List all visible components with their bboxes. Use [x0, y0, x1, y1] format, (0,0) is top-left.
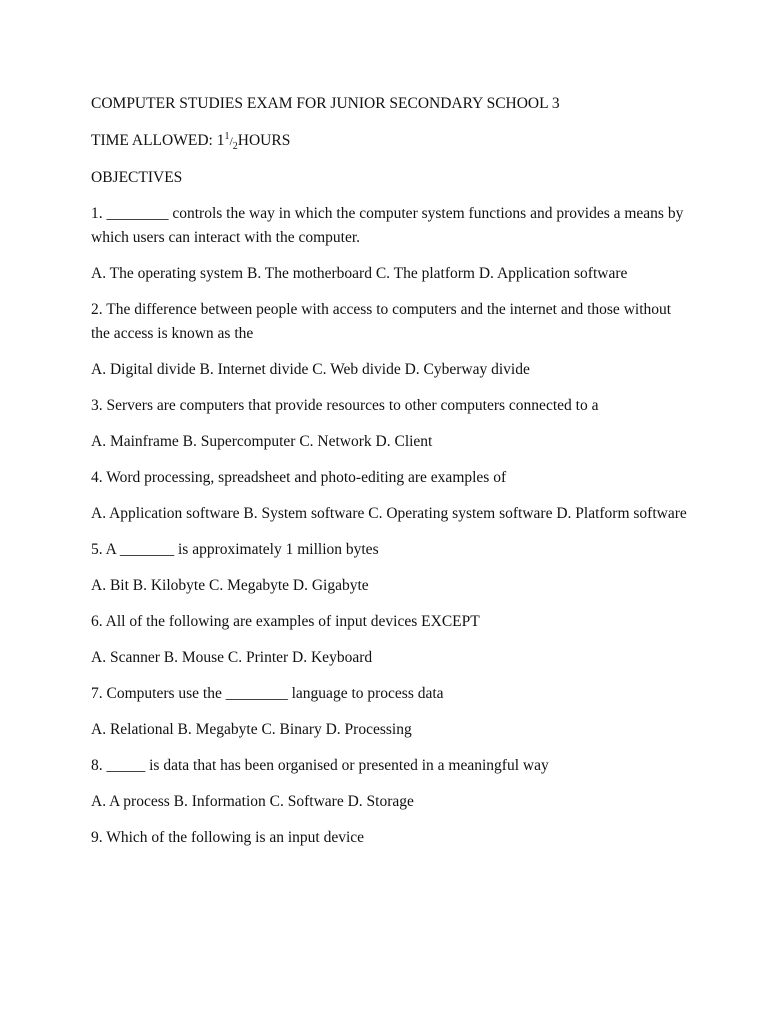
options-2: A. Digital divide B. Internet divide C. Web divide D. Cyberway divide: [91, 361, 530, 378]
time-allowed-label: TIME ALLOWED: 1: [91, 132, 225, 149]
document-title: COMPUTER STUDIES EXAM FOR JUNIOR SECONDARY SCHOOL 3: [91, 95, 560, 112]
question-7: 7. Computers use the ________ language to process data: [91, 685, 444, 702]
exam-document: [91, 92, 691, 862]
time-unit: HOURS: [237, 132, 291, 149]
question-3: 3. Servers are computers that provide resources to other computers connected to a: [91, 397, 599, 414]
time-fraction-numerator: 1: [224, 130, 230, 142]
time-fraction-slash: /: [229, 134, 233, 148]
options-1: A. The operating system B. The motherboard C. The platform D. Application software: [91, 265, 628, 282]
section-heading: OBJECTIVES: [91, 169, 183, 186]
question-4: 4. Word processing, spreadsheet and photo-editing are examples of: [91, 469, 507, 486]
options-4: A. Application software B. System software C. Operating system software D. Platform software: [91, 505, 687, 522]
question-2: 2. The difference between people with access to computers and the internet and those without the access is known as the: [91, 301, 672, 342]
options-8: A. A process B. Information C. Software D. Storage: [91, 793, 414, 810]
question-list: [91, 202, 691, 850]
time-allowed: [91, 129, 691, 153]
options-7: A. Relational B. Megabyte C. Binary D. Processing: [91, 721, 412, 738]
time-fraction-denominator: 2: [232, 141, 238, 153]
question-8: 8. _____ is data that has been organised or presented in a meaningful way: [91, 757, 549, 774]
options-6: A. Scanner B. Mouse C. Printer D. Keyboard: [91, 649, 373, 666]
question-1: 1. ________ controls the way in which the computer system functions and provides a means by which users can interact with the computer.: [91, 205, 684, 246]
options-5: A. Bit B. Kilobyte C. Megabyte D. Gigabyte: [91, 577, 369, 594]
question-6: 6. All of the following are examples of input devices EXCEPT: [91, 613, 480, 630]
options-3: A. Mainframe B. Supercomputer C. Network D. Client: [91, 433, 433, 450]
question-5: 5. A _______ is approximately 1 million bytes: [91, 541, 379, 558]
question-9: 9. Which of the following is an input device: [91, 829, 365, 846]
